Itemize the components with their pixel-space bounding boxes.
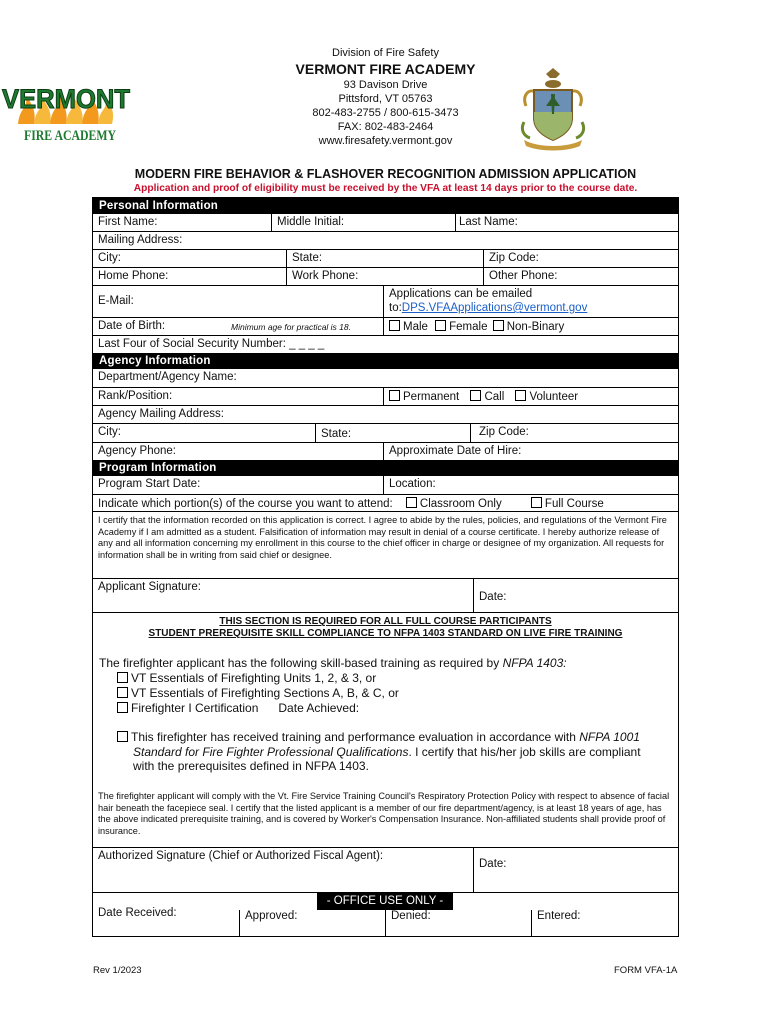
option-essentials-sections[interactable]: [117, 686, 399, 701]
section-program-information: Program Information: [93, 460, 678, 476]
address-line-1: 93 Davison Drive: [343, 79, 428, 91]
full-course-option[interactable]: [531, 498, 604, 510]
date-achieved-label: Date Achieved:: [278, 701, 360, 715]
website: www.firesafety.vermont.gov: [318, 135, 453, 147]
agency-mailing-row: [93, 405, 678, 423]
logo-word-vermont: VERMONT: [2, 84, 131, 114]
division-name: Division of Fire Safety: [332, 47, 439, 59]
call-option[interactable]: [470, 391, 504, 403]
eligibility-notice: Application and proof of eligibility must be received by the VFA at least 14 days prior to the course date.: [133, 183, 638, 194]
department-agency-name-field[interactable]: Department/Agency Name:: [98, 371, 237, 383]
nfpa-1001-text: This firefighter has received training and performance evaluation in accordance with: [131, 730, 580, 744]
classroom-only-option[interactable]: [406, 498, 502, 510]
essentials-units-label: VT Essentials of Firefighting Units 1, 2, & 3, or: [131, 671, 377, 685]
agency-phone-field[interactable]: Agency Phone:: [98, 445, 177, 457]
authorized-signature-field[interactable]: Authorized Signature (Chief or Authorized Fiscal Agent):: [98, 850, 384, 862]
academy-name: VERMONT FIRE ACADEMY: [295, 61, 476, 77]
required-heading: THIS SECTION IS REQUIRED FOR ALL FULL COURSE PARTICIPANTS: [219, 616, 552, 627]
middle-initial-field[interactable]: Middle Initial:: [271, 214, 455, 231]
nfpa-1001-ref: NFPA 1001: [579, 730, 640, 744]
course-portion-question: [93, 495, 678, 511]
program-start-date-field[interactable]: Program Start Date:: [98, 478, 201, 490]
prerequisites-text: with the prerequisites defined in NFPA 1403.: [133, 759, 369, 773]
essentials-sections-checkbox[interactable]: [117, 687, 128, 698]
last-name-field[interactable]: Last Name:: [455, 214, 678, 231]
essentials-units-checkbox[interactable]: [117, 672, 128, 683]
certification-statement: I certify that the information recorded on this application is correct. I agree to abide by the rules, policies, and regulations of the Vermont Fire Academy if I am admitted as a student. Falsification of information may result in denial of a course certificate. I hereby authorize release of any and all information concerning my enrollment in this course to the chief officer in charge or designee of my organization. All requests for information shall be in writing from said chief or designee.: [98, 515, 667, 560]
ssn-last-four-field[interactable]: Last Four of Social Security Number: _ _ _ _: [98, 338, 325, 350]
date-of-hire-field[interactable]: Approximate Date of Hire:: [383, 443, 678, 460]
applications-email-link[interactable]: DPS.VFAApplications@vermont.gov: [401, 302, 588, 314]
volunteer-checkbox[interactable]: [515, 390, 526, 401]
form-title: MODERN FIRE BEHAVIOR & FLASHOVER RECOGNITION ADMISSION APPLICATION: [134, 167, 637, 181]
membership-type-options: [383, 388, 678, 405]
course-portion-row: [93, 494, 678, 511]
classroom-only-label: Classroom Only: [419, 498, 502, 510]
apps-emailed-text: Applications can be emailed: [389, 288, 533, 300]
home-phone-field[interactable]: Home Phone:: [98, 270, 169, 282]
compliance-statement: The firefighter applicant will comply with the Vt. Fire Service Training Council's Respiratory Protection Policy with respect to absence of facial hair beneath the facepiece seal. I certify that the listed applicant is a member of our fire department/agency, is at least 18 years of age, has the above indicated prerequisite training, and is covered by Worker's Compensation Insurance. Non-affiliated students shall provide proof of insurance.: [98, 791, 670, 836]
date-of-birth-field[interactable]: Date of Birth:: [98, 320, 166, 332]
denied-field[interactable]: Denied:: [385, 910, 531, 936]
program-start-row: [93, 476, 678, 494]
firefighter-1-checkbox[interactable]: [117, 702, 128, 713]
email-row: [93, 285, 678, 317]
authorized-date-field[interactable]: Date:: [473, 848, 678, 892]
office-use-section: [93, 892, 678, 936]
gender-options: [383, 318, 678, 335]
intro-nfpa-ref: NFPA 1403:: [502, 656, 567, 670]
form-number: FORM VFA-1A: [614, 965, 678, 976]
classroom-only-checkbox[interactable]: [406, 497, 417, 508]
apps-to-label: to:: [389, 302, 402, 314]
rank-row: [93, 387, 678, 405]
mailing-address-row: [93, 231, 678, 249]
name-row: [93, 214, 678, 231]
entered-field[interactable]: Entered:: [531, 910, 678, 936]
applicant-date-field[interactable]: Date:: [473, 579, 678, 612]
logo-word-fire-academy: FIRE ACADEMY: [24, 128, 117, 144]
first-name-field[interactable]: First Name:: [98, 216, 158, 228]
non-binary-option[interactable]: [493, 321, 565, 333]
prerequisite-section: [93, 612, 678, 847]
permanent-checkbox[interactable]: [389, 390, 400, 401]
phone-numbers: 802-483-2755 / 800-615-3473: [312, 107, 459, 119]
phones-row: [93, 267, 678, 285]
male-checkbox[interactable]: [389, 320, 400, 331]
full-course-label: Full Course: [544, 498, 604, 510]
email-instructions: [383, 286, 678, 317]
ssn-row: [93, 335, 678, 353]
male-label: Male: [403, 321, 428, 333]
minimum-age-note: Minimum age for practical is 18.: [231, 322, 351, 332]
authorized-signature-row: [93, 847, 678, 892]
full-course-checkbox[interactable]: [531, 497, 542, 508]
female-checkbox[interactable]: [435, 320, 446, 331]
essentials-sections-label: VT Essentials of Firefighting Sections A, B, & C, or: [131, 686, 399, 700]
city-field[interactable]: City:: [98, 252, 121, 264]
fax-number: FAX: 802-483-2464: [337, 121, 434, 133]
section-personal-information: Personal Information: [93, 198, 678, 214]
non-binary-label: Non-Binary: [506, 321, 565, 333]
compliance-text: . I certify that his/her job skills are compliant: [408, 744, 641, 759]
office-use-heading: - OFFICE USE ONLY -: [317, 893, 453, 910]
dob-gender-row: [93, 317, 678, 335]
permanent-label: Permanent: [403, 391, 460, 403]
applicant-signature-field[interactable]: Applicant Signature:: [98, 581, 201, 593]
nfpa-1001-standard-title: Standard for Fire Fighter Professional Qualifications: [133, 744, 409, 759]
applicant-signature-row: [93, 578, 678, 612]
nfpa-1001-checkbox[interactable]: [117, 731, 128, 742]
course-portion-label: Indicate which portion(s) of the course you want to attend:: [98, 498, 393, 510]
nfpa-1001-attestation: [117, 730, 677, 774]
agency-city-state-zip-row: [93, 423, 678, 442]
agency-phone-row: [93, 442, 678, 460]
letterhead: [92, 46, 679, 148]
non-binary-checkbox[interactable]: [493, 320, 504, 331]
approved-field[interactable]: Approved:: [239, 910, 385, 936]
volunteer-label: Volunteer: [529, 391, 579, 403]
agency-city-field[interactable]: City:: [98, 426, 121, 438]
call-checkbox[interactable]: [470, 390, 481, 401]
address-line-2: Pittsford, VT 05763: [338, 93, 433, 105]
state-field[interactable]: State:: [286, 250, 483, 267]
agency-name-row: [93, 369, 678, 387]
location-field[interactable]: Location:: [383, 476, 678, 494]
other-phone-field[interactable]: Other Phone:: [483, 268, 678, 285]
firefighter-1-label: Firefighter I Certification: [131, 701, 259, 715]
option-essentials-units[interactable]: [117, 671, 376, 686]
agency-state-field[interactable]: State:: [315, 424, 470, 442]
prerequisite-heading: STUDENT PREREQUISITE SKILL COMPLIANCE TO NFPA 1403 STANDARD ON LIVE FIRE TRAINING: [148, 628, 623, 639]
agency-mailing-address-field[interactable]: Agency Mailing Address:: [98, 408, 224, 420]
certification-row: [93, 511, 678, 578]
revision-date: Rev 1/2023: [93, 965, 142, 976]
intro-text: The firefighter applicant has the following skill-based training as required by: [99, 656, 503, 670]
female-option[interactable]: [435, 321, 487, 333]
call-label: Call: [484, 391, 505, 403]
email-field[interactable]: E-Mail:: [98, 295, 134, 307]
rank-position-field[interactable]: Rank/Position:: [98, 390, 173, 402]
permanent-option[interactable]: [389, 391, 459, 403]
city-state-zip-row: [93, 249, 678, 267]
agency-zip-field[interactable]: Zip Code:: [470, 424, 678, 442]
date-received-field[interactable]: Date Received:: [98, 907, 177, 919]
zip-code-field[interactable]: Zip Code:: [483, 250, 678, 267]
volunteer-option[interactable]: [515, 391, 578, 403]
application-form: [92, 197, 679, 937]
female-label: Female: [449, 321, 488, 333]
work-phone-field[interactable]: Work Phone:: [286, 268, 483, 285]
section-agency-information: Agency Information: [93, 353, 678, 369]
mailing-address-field[interactable]: Mailing Address:: [98, 234, 183, 246]
skill-training-intro: [99, 656, 567, 671]
male-option[interactable]: [389, 321, 428, 333]
option-firefighter-1[interactable]: [117, 701, 359, 716]
